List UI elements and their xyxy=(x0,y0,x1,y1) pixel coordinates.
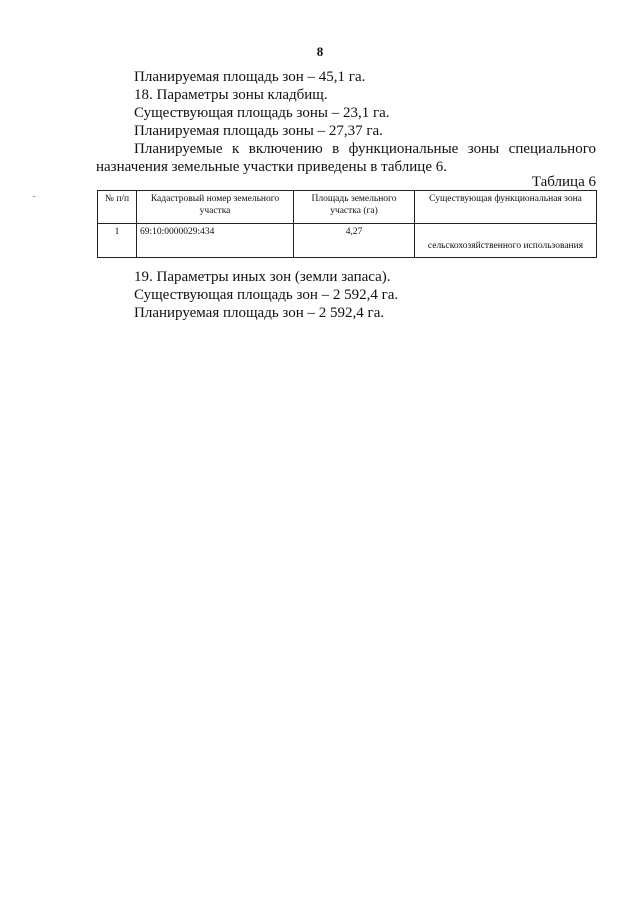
planned-area-zone-line: Планируемая площадь зоны – 27,37 га. xyxy=(134,123,383,139)
header-cadastral-number: Кадастровый номер земельного участка xyxy=(137,191,294,224)
margin-mark xyxy=(33,196,35,197)
existing-area-zone-line: Существующая площадь зоны – 23,1 га. xyxy=(134,105,390,121)
land-plots-table xyxy=(97,190,597,258)
section-18-title: 18. Параметры зоны кладбищ. xyxy=(134,87,328,103)
section-19-title: 19. Параметры иных зон (земли запаса). xyxy=(134,269,391,285)
page-number: 8 xyxy=(316,44,324,59)
header-number: № п/п xyxy=(98,191,137,224)
planned-area-line: Планируемая площадь зон – 45,1 га. xyxy=(134,69,366,85)
cell-cadastral-number: 69:10:0000029:434 xyxy=(137,224,294,258)
table-row xyxy=(98,224,597,258)
paragraph-line-2: назначения земельные участки приведены в таблице 6. xyxy=(96,159,447,175)
table-header-row xyxy=(98,191,597,224)
table-caption: Таблица 6 xyxy=(531,174,596,190)
paragraph-line-1: Планируемые к включению в функциональные зоны специального xyxy=(134,141,596,157)
header-plot-area: Площадь земельного участка (га) xyxy=(294,191,415,224)
table-intro-paragraph xyxy=(96,140,596,176)
cell-functional-zone: сельскохозяйственного использования xyxy=(415,224,597,258)
cell-number: 1 xyxy=(98,224,137,258)
planned-area-reserve-line: Планируемая площадь зон – 2 592,4 га. xyxy=(134,305,385,321)
existing-area-reserve-line: Существующая площадь зон – 2 592,4 га. xyxy=(134,287,399,303)
cell-plot-area: 4,27 xyxy=(294,224,415,258)
header-functional-zone: Существующая функциональная зона xyxy=(415,191,597,224)
